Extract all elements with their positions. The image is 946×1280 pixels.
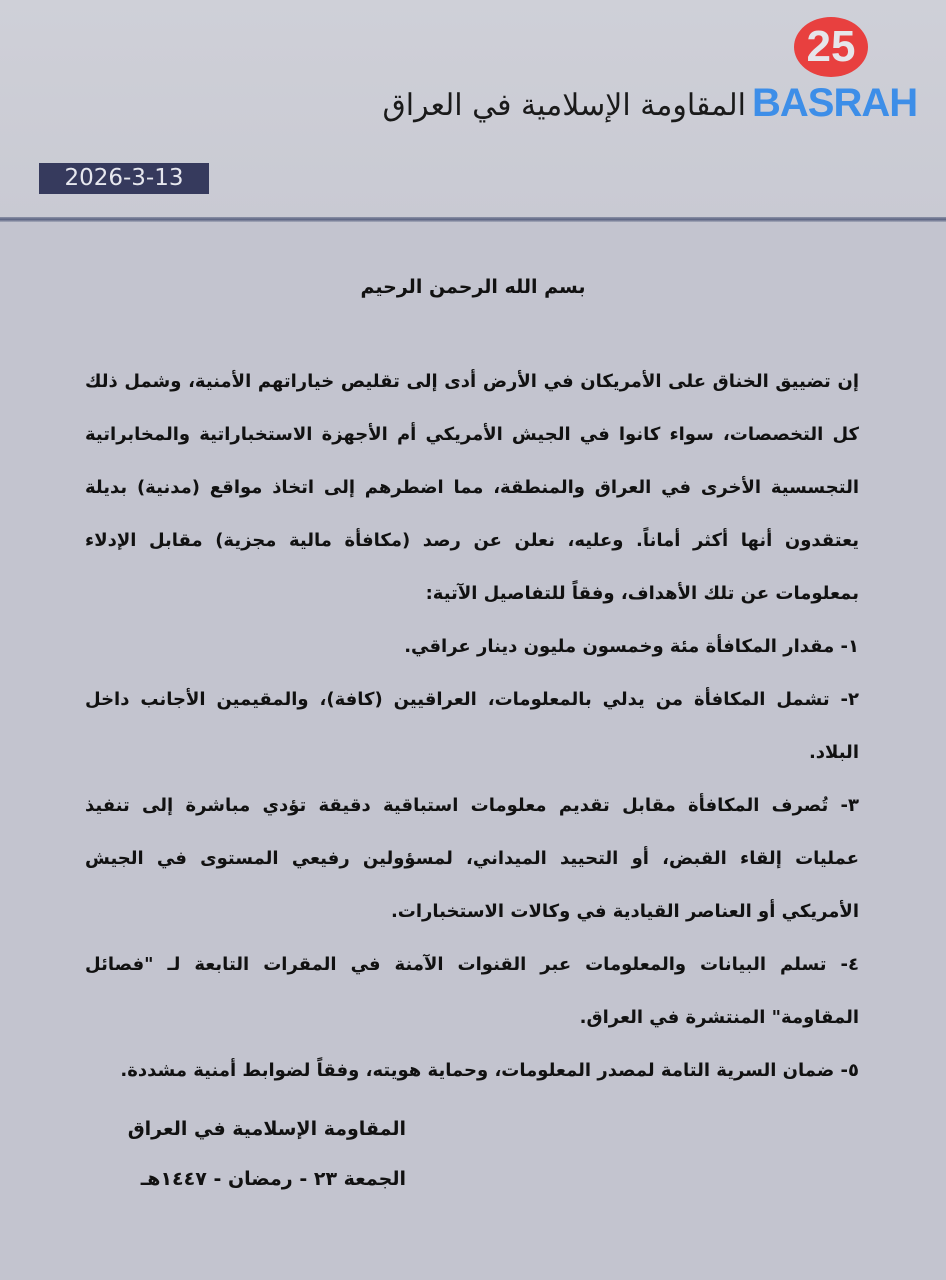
list-item: ٤- تسلم البيانات والمعلومات عبر القنوات الآمنة في المقرات التابعة لـ "فصائل المقاومة" المنتشرة في العراق.	[85, 954, 859, 1028]
list-item: ١- مقدار المكافأة مئة وخمسون مليون دينار عراقي.	[404, 636, 859, 657]
signature-org: المقاومة الإسلامية في العراق	[127, 1118, 406, 1140]
signature-date: الجمعة ٢٣ - رمضان - ١٤٤٧هـ	[140, 1168, 406, 1190]
logo-text: BASRAH	[752, 81, 918, 125]
statement-body	[85, 355, 859, 1097]
date-badge: 2026-3-13	[39, 163, 209, 194]
header-divider	[0, 217, 946, 222]
basmala: بسم الله الرحمن الرحيم	[360, 276, 586, 298]
list-item: ٥- ضمان السرية التامة لمصدر المعلومات، وحماية هويته، وفقاً لضوابط أمنية مشددة.	[120, 1060, 859, 1081]
list-item: ٣- تُصرف المكافأة مقابل تقديم معلومات استباقية دقيقة تؤدي مباشرة إلى تنفيذ عمليات إلقاء القبض، أو التحييد الميداني، لمسؤولين رفيعي المستوى في الجيش الأمريكي أو العناصر القيادية في وكالات الاستخبارات.	[85, 795, 859, 922]
org-title: المقاومة الإسلامية في العراق	[382, 88, 746, 123]
logo-number: 25	[794, 17, 868, 77]
list-item: ٢- تشمل المكافأة من يدلي بالمعلومات، العراقيين (كافة)، والمقيمين الأجانب داخل البلاد.	[85, 689, 859, 763]
intro-paragraph: إن تضييق الخناق على الأمريكان في الأرض أدى إلى تقليص خياراتهم الأمنية، وشمل ذلك كل التخصصات، سواء كانوا في الجيش الأمريكي أم الأجهزة الاستخباراتية والمخابراتية التجسسية الأخرى في العراق والمنطقة، مما اضطرهم إلى اتخاذ مواقع (مدنية) بديلة يعتقدون أنها أكثر أماناً. وعليه، نعلن عن رصد (مكافأة مالية مجزية) مقابل الإدلاء بمعلومات عن تلك الأهداف، وفقاً للتفاصيل الآتية:	[85, 371, 859, 604]
watermark-logo	[752, 15, 932, 145]
